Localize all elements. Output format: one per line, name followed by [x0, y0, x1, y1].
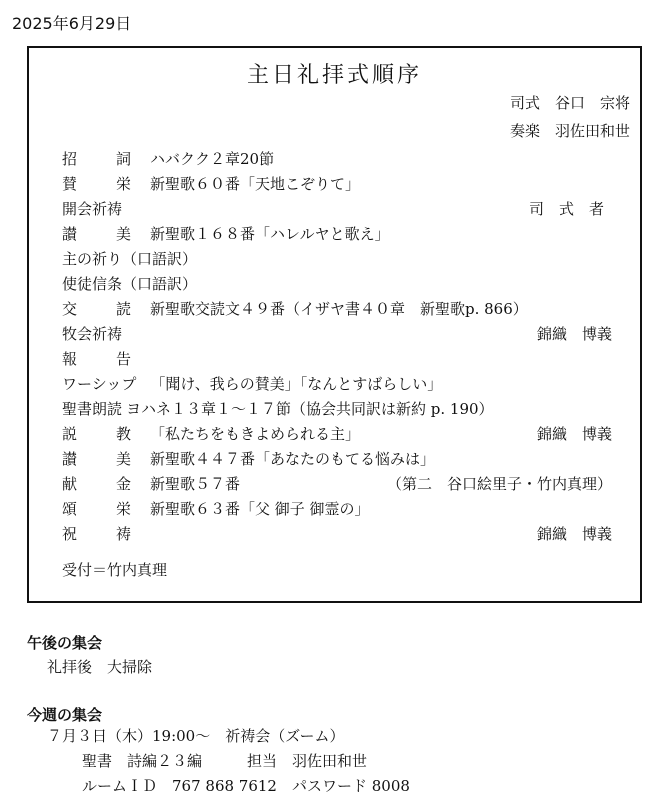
order-item-content: （口語訳） — [122, 275, 198, 293]
order-item-invocation — [62, 147, 612, 172]
weekly-line-scripture: 聖書 詩編２３編 担当 羽佐田和世 — [82, 752, 368, 770]
order-item-content: 新聖歌４４７番「あなたのもてる悩みは」 — [150, 450, 436, 468]
order-item-content: 新聖歌交読文４９番（イザヤ書４０章 新聖歌p. 866） — [150, 300, 528, 318]
afternoon-line: 礼拝後 大掃除 — [47, 658, 153, 676]
order-item-label: 使徒信条 — [62, 275, 123, 293]
order-item-label: 交 読 — [62, 300, 131, 318]
order-item-content: （口語訳） — [122, 250, 198, 268]
order-item-label: ワーシップ — [62, 375, 137, 393]
service-title: 主日礼拝式順序 — [246, 63, 422, 88]
order-item-content: 新聖歌５７番 — [150, 475, 241, 493]
weekly-heading: 今週の集会 — [27, 706, 103, 724]
presider-line: 司式 谷口 宗将 — [509, 94, 630, 112]
order-item-label: 祝 祷 — [62, 525, 131, 543]
order-item-pastoral-prayer — [62, 322, 612, 347]
order-item-person: （第二 谷口絵里子・竹内真理） — [386, 475, 612, 493]
bulletin-date: 2025年6月29日 — [12, 14, 132, 33]
order-item-content: 新聖歌６０番「天地こぞりて」 — [150, 175, 361, 193]
order-item-label: 説 教 — [62, 425, 131, 443]
order-item-label: 献 金 — [62, 475, 131, 493]
order-item-label: 報 告 — [62, 350, 131, 368]
order-item-label: 牧会祈祷 — [62, 325, 123, 343]
weekly-line-room: ルームＩＤ 767 868 7612 パスワード 8008 — [82, 777, 410, 795]
order-item-closing-doxology — [62, 497, 612, 522]
order-list — [62, 147, 612, 547]
order-item-person: 錦織 博義 — [536, 525, 612, 543]
order-item-label: 聖書朗読 — [62, 400, 123, 418]
order-item-responsive-reading — [62, 297, 612, 322]
order-item-opening-prayer — [62, 197, 612, 222]
weekly-line-meeting: ７月３日（木）19:00～ 祈祷会（ズーム） — [47, 727, 345, 745]
order-item-content: 「私たちをもきよめられる主」 — [150, 425, 361, 443]
order-item-person: 司 式 者 — [528, 200, 604, 218]
order-item-label: 招 詞 — [62, 150, 131, 168]
order-item-praise-2 — [62, 447, 612, 472]
order-item-creed — [62, 272, 612, 297]
afternoon-heading: 午後の集会 — [27, 634, 103, 652]
order-item-content: ヨハネ１３章１～１７節（協会共同訳は新約 p. 190） — [126, 400, 494, 418]
order-item-announcements — [62, 347, 612, 372]
order-item-content: 新聖歌１６８番「ハレルヤと歌え」 — [150, 225, 390, 243]
order-item-label: 賛 栄 — [62, 175, 131, 193]
order-item-worship — [62, 372, 612, 397]
order-item-praise — [62, 222, 612, 247]
service-order-box — [27, 46, 642, 603]
order-item-label: 讃 美 — [62, 225, 131, 243]
organist-line: 奏楽 羽佐田和世 — [509, 122, 630, 140]
order-item-sermon — [62, 422, 612, 447]
order-item-content: 「聞け、我らの賛美」「なんとすばらしい」 — [150, 375, 443, 393]
order-item-benediction — [62, 522, 612, 547]
order-item-doxology — [62, 172, 612, 197]
order-item-person: 錦織 博義 — [536, 425, 612, 443]
order-item-scripture-reading — [62, 397, 612, 422]
order-item-content: 新聖歌６３番「父 御子 御霊の」 — [150, 500, 370, 518]
order-item-content: ハバクク２章20節 — [150, 150, 275, 168]
order-item-label: 開会祈祷 — [62, 200, 123, 218]
reception-line: 受付＝竹内真理 — [62, 561, 168, 579]
order-item-offering — [62, 472, 612, 497]
order-item-label: 頌 栄 — [62, 500, 131, 518]
order-item-lords-prayer — [62, 247, 612, 272]
order-item-label: 讃 美 — [62, 450, 131, 468]
order-item-person: 錦織 博義 — [536, 325, 612, 343]
order-item-label: 主の祈り — [62, 250, 123, 268]
